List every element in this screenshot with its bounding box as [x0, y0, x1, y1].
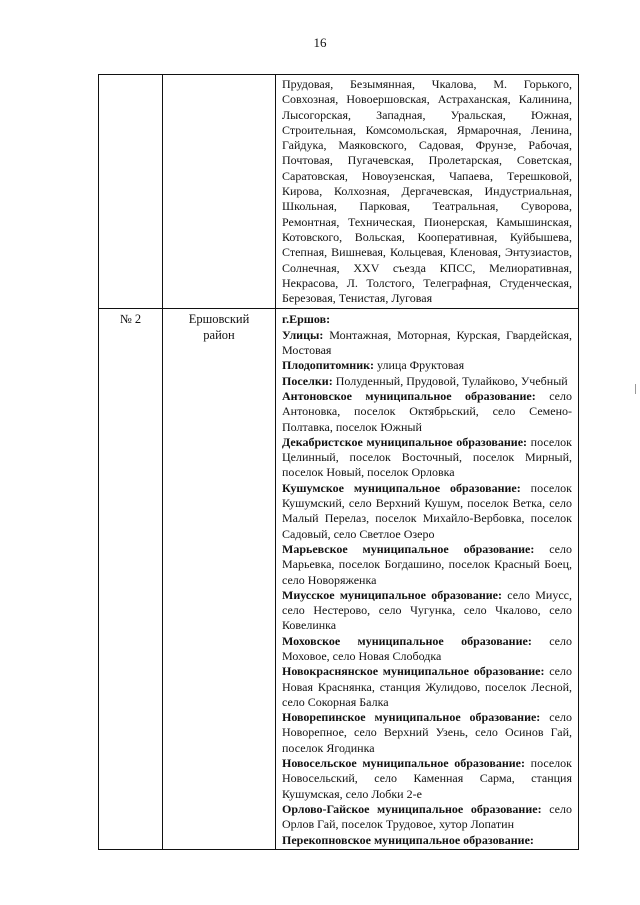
entry-label: Антоновское муниципальное образование: [282, 388, 536, 403]
entry-label: Плодопитомник: [282, 358, 375, 373]
list-item [282, 374, 572, 389]
row-number-cell [99, 75, 163, 309]
entry-label: Марьевское муниципальное образование: [282, 541, 535, 556]
district-type: район [203, 327, 235, 342]
list-item [282, 328, 572, 359]
entry-text: село Новорепное, село Верхний Узень, село Осинов Гай, поселок Ягодинка [282, 710, 572, 755]
entry-text: село Марьевка, поселок Богдашино, поселок Красный Боец, село Новоряженка [282, 541, 572, 587]
entry-label: Улицы: [282, 327, 324, 342]
entry-text: Монтажная, Моторная, Курская, Гвардейская, Мостовая [282, 327, 572, 358]
entry-label: Декабристское муниципальное образование: [282, 434, 528, 449]
entry-text: Полуденный, Прудовой, Тулайково, Учебный [332, 373, 568, 388]
list-item [282, 802, 572, 833]
district-name: Ершовский [188, 312, 250, 327]
entry-label: Новорепинское муниципальное образование: [282, 710, 541, 725]
list-item [282, 833, 572, 848]
list-item [282, 710, 572, 756]
list-item [282, 389, 572, 435]
list-item [282, 756, 572, 802]
table-row [99, 309, 579, 849]
entry-label: Перекопновское муниципальное образование: [282, 832, 534, 847]
streets-text: Прудовая, Безымянная, Чкалова, М. Горького, Совхозная, Новоершовская, Астраханская, Калинина, Лысогорская, Западная, Уральская, Южная, Строительная, Комсомольская, Ярмарочная, Ленина, Гайдука, Маяковского, Садовая, Фрунзе, Рабочая, Почтовая, Пугачевская, Пролетарская, Советская, Саратовская, Новоузенская, Чапаева, Терешковой, Кирова, Колхозная, Дергачевская, Индустриальная, Школьная, Парковая, Театральная, Суворова, Ремонтная, Техническая, Пионерская, Камышинская, Котовского, Вольская, Кооперативная, Куйбышева, Степная, Вишневая, Кольцевая, Кленовая, Энтузиастов, Солнечная, XXV съезда КПСС, Мелиоративная, Некрасова, Л. Толстого, Телеграфная, Студенческая, Березовая, Тенистая, Луговая [282, 77, 572, 306]
entry-text: село Моховое, село Новая Слободка [282, 633, 572, 663]
list-item [282, 435, 572, 481]
settlements-table [98, 74, 579, 850]
entry-text: село Новая Краснянка, станция Жулидово, поселок Лесной, село Сокорная Балка [282, 664, 572, 709]
entry-label: Моховское муниципальное образование: [282, 633, 532, 648]
streets-cell [276, 75, 579, 309]
entry-text: поселок Целинный, поселок Восточный, поселок Мирный, поселок Новый, поселок Орловка [282, 434, 573, 480]
list-item [282, 634, 572, 665]
list-item [282, 358, 572, 373]
district-cell [163, 75, 276, 309]
district-cell [163, 309, 276, 849]
page-number: 16 [313, 35, 327, 50]
entry-text: улица Фруктовая [374, 358, 465, 373]
entry-label: Новокраснянское муниципальное образование: [282, 664, 545, 679]
table-row [99, 75, 579, 309]
list-item [282, 542, 572, 588]
list-item [282, 664, 572, 710]
scan-mark [635, 384, 636, 394]
entry-text: село Антоновка, поселок Октябрьский, село Семено-Полтавка, поселок Южный [282, 388, 572, 434]
settlements-cell [276, 309, 579, 849]
entry-text: поселок Новосельский, село Каменная Сарма, станция Кушумская, село Лобки 2-е [282, 756, 572, 801]
entry-text: поселок Кушумский, село Верхний Кушум, поселок Ветка, село Малый Перелаз, поселок Михайло-Вербовка, поселок Садовый, село Светлое Озеро [282, 480, 572, 541]
city-heading: г.Ершов: [282, 312, 331, 327]
entry-text: село Орлов Гай, поселок Трудовое, хутор Лопатин [282, 801, 572, 832]
list-item [282, 481, 572, 542]
entry-label: Новосельское муниципальное образование: [282, 756, 525, 771]
entry-label: Кушумское муниципальное образование: [282, 480, 521, 495]
entry-label: Орлово-Гайское муниципальное образование: [282, 801, 542, 816]
list-item [282, 588, 572, 634]
entry-label: Миусское муниципальное образование: [282, 587, 502, 602]
row-number-cell: № 2 [99, 309, 163, 849]
entry-label: Поселки: [282, 373, 333, 388]
entry-text: село Миусс, село Нестерово, село Чугунка, село Чкалово, село Ковелинка [282, 587, 572, 633]
